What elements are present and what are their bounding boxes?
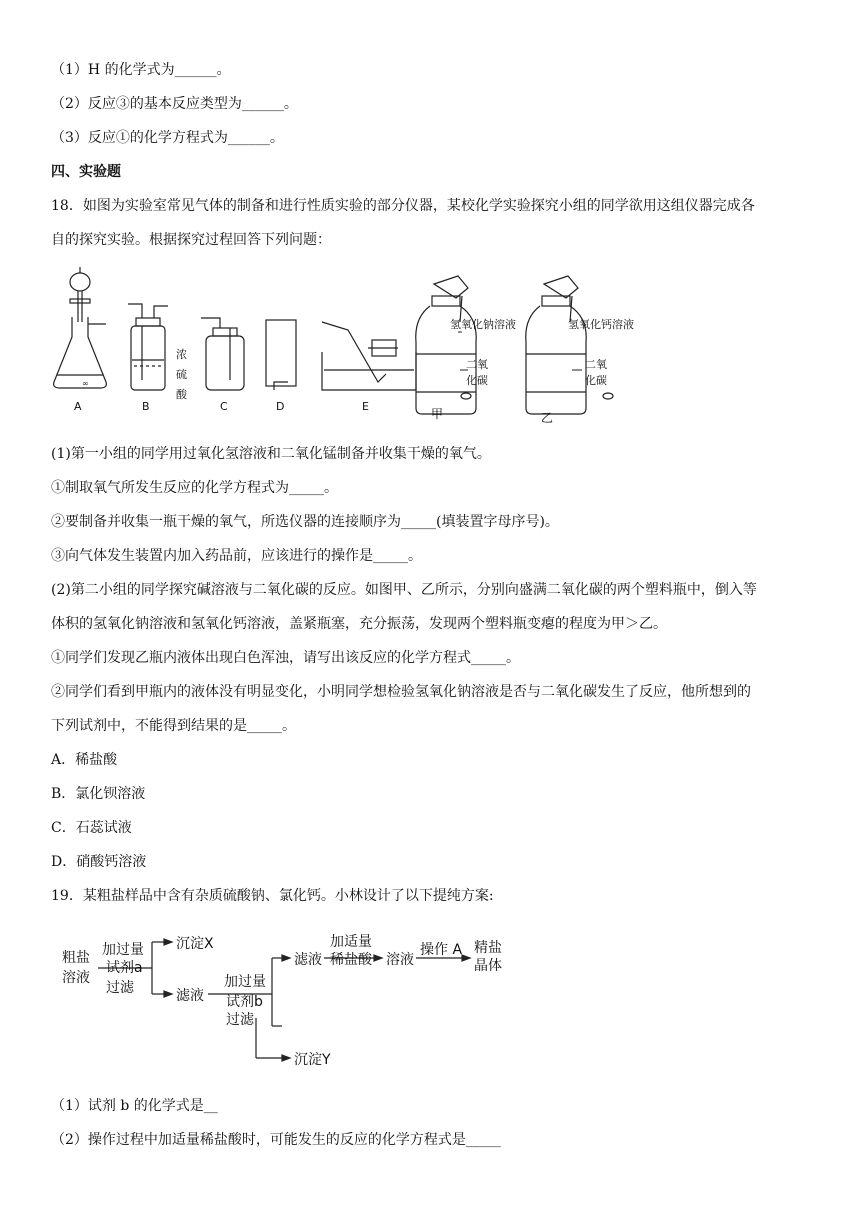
- flow-add-excess-a: 加过量: [102, 942, 144, 958]
- co2-label-jia-2: 化碳: [466, 374, 488, 387]
- q18-part2-line1: (2)第二小组的同学探究碱溶液与二氧化碳的反应。如图甲、乙所示，分别向盛满二氧化碳的两个塑料瓶中，倒入等: [51, 582, 757, 598]
- q18-part1-intro: (1)第一小组的同学用过氧化氢溶液和二氧化锰制备并收集干燥的氧气。: [51, 446, 491, 462]
- flow-reagent-b: 试剂b: [226, 994, 263, 1010]
- flow-reagent-a: 试剂a: [106, 960, 143, 976]
- q18-part2-q2-line2: 下列试剂中，不能得到结果的是_____。: [51, 718, 296, 734]
- flow-solution-2: 溶液: [386, 952, 414, 968]
- q18-part2-q1: ①同学们发现乙瓶内液体出现白色浑浊，请写出该反应的化学方程式_____。: [51, 650, 520, 666]
- co2-label-yi-2: 化碳: [585, 374, 607, 387]
- q18-part2-q2-line1: ②同学们看到甲瓶内的液体没有明显变化，小明同学想检验氢氧化钠溶液是否与二氧化碳发生了反应，他所想到的: [51, 684, 751, 700]
- question-reaction-equation: （3）反应①的化学方程式为______。: [51, 130, 284, 146]
- q19-stem: 19．某粗盐样品中含有杂质硫酸钠、氯化钙。小林设计了以下提纯方案:: [51, 888, 494, 904]
- apparatus-c: [201, 318, 244, 390]
- bottle-yi: [526, 276, 613, 414]
- label-c: C: [220, 400, 228, 413]
- q18-stem-line1: 18．如图为实验室常见气体的制备和进行性质实验的部分仪器，某校化学实验探究小组的同学欲用这组仪器完成各: [51, 198, 755, 214]
- label-b: B: [142, 400, 150, 413]
- co2-label-yi-1: 二氧: [585, 358, 607, 371]
- purification-flowchart: [56, 934, 556, 1084]
- flow-crude-salt: 粗盐: [62, 950, 90, 966]
- q18-part1-q3: ③向气体发生装置内加入药品前，应该进行的操作是_____。: [51, 548, 422, 564]
- conc-acid-1: 浓: [176, 348, 187, 361]
- q19-q2: （2）操作过程中加适量稀盐酸时，可能发生的反应的化学方程式是_____: [51, 1132, 501, 1148]
- q18-part1-q1: ①制取氧气所发生反应的化学方程式为_____。: [51, 480, 338, 496]
- label-jia: 甲: [431, 407, 444, 421]
- label-a: A: [74, 400, 82, 413]
- label-yi: 乙: [541, 411, 554, 425]
- flow-operation-a: 操作 A: [420, 942, 463, 958]
- flow-dilute-hcl: 稀盐酸: [330, 952, 372, 968]
- q18-part2-line2: 体积的氢氧化钠溶液和氢氧化钙溶液，盖紧瓶塞，充分振荡，发现两个塑料瓶变瘪的程度为甲＞乙。: [51, 616, 667, 632]
- apparatus-b: [128, 304, 168, 390]
- option-b: B．氯化钡溶液: [51, 786, 146, 802]
- conc-acid-3: 酸: [176, 388, 187, 401]
- apparatus-d: [266, 320, 296, 390]
- question-h-formula: （1）H 的化学式为______。: [51, 62, 231, 78]
- flow-add-appropriate: 加适量: [330, 934, 372, 950]
- svg-text:∞: ∞: [82, 379, 89, 388]
- q18-part1-q2: ②要制备并收集一瓶干燥的氧气，所选仪器的连接顺序为_____(填装置字母序号)。: [51, 514, 559, 530]
- flow-fine-salt: 精盐: [474, 940, 502, 956]
- option-d: D．硝酸钙溶液: [51, 854, 147, 870]
- flow-filtrate-2: 滤液: [294, 952, 322, 968]
- question-reaction-type: （2）反应③的基本反应类型为______。: [51, 96, 298, 112]
- conc-acid-2: 硫: [176, 368, 187, 381]
- flow-precipitate-x: 沉淀X: [176, 936, 214, 952]
- apparatus-a: [54, 267, 107, 388]
- q18-stem-line2: 自的探究实验。根据探究过程回答下列问题：: [51, 232, 331, 248]
- apparatus-figure: [48, 262, 648, 432]
- flow-filtrate-1: 滤液: [176, 988, 204, 1004]
- naoh-solution-label: 氢氧化钠溶液: [450, 318, 516, 331]
- q19-q1: （1）试剂 b 的化学式是__: [51, 1098, 218, 1114]
- option-a: A．稀盐酸: [51, 752, 118, 768]
- apparatus-e: [322, 322, 416, 390]
- label-d: D: [276, 400, 285, 413]
- option-c: C．石蕊试液: [51, 820, 132, 836]
- flow-filter-1: 过滤: [106, 980, 134, 996]
- section-heading: 四、实验题: [51, 164, 121, 180]
- flow-add-excess-b: 加过量: [224, 974, 266, 990]
- caoh2-solution-label: 氢氧化钙溶液: [568, 318, 634, 331]
- flow-crystal: 晶体: [474, 958, 502, 974]
- co2-label-jia-1: 二氧: [466, 358, 488, 371]
- label-e: E: [362, 400, 369, 413]
- flow-filter-2: 过滤: [226, 1012, 254, 1028]
- flow-solution: 溶液: [62, 970, 90, 986]
- bottle-jia: [416, 276, 476, 414]
- flow-precipitate-y: 沉淀Y: [294, 1052, 331, 1068]
